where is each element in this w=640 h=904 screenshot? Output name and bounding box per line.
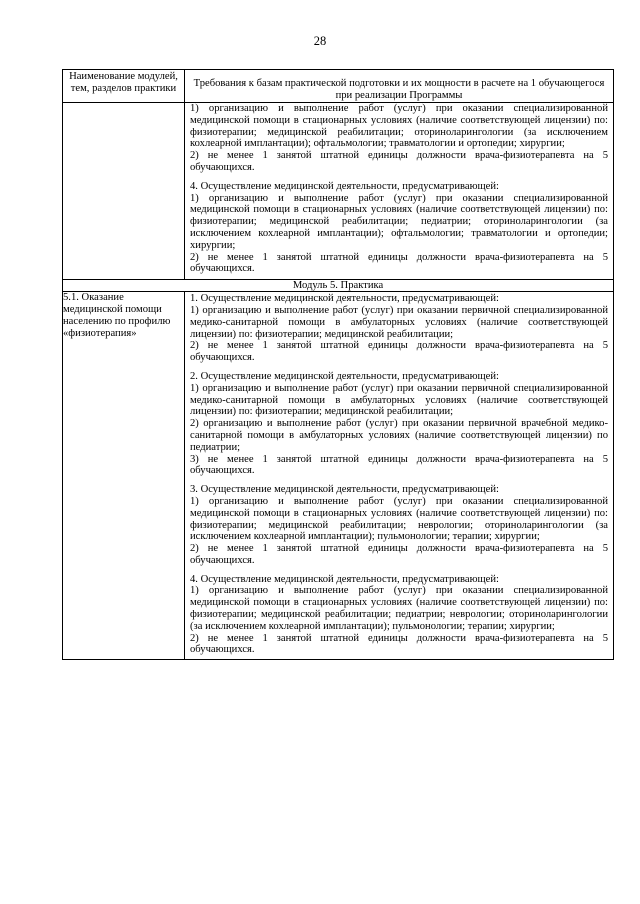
requirement-line: 2) не менее 1 занятой штатной единицы должности врача-физиотерапевта на 5 обучающихся.	[190, 251, 608, 275]
page-number: 28	[313, 34, 327, 48]
requirement-line: 2) организацию и выполнение работ (услуг) при оказании первичной врачебной медико-санитарной помощи в амбулаторных условиях (наличие соответствующей лицензии) по педиатрии;	[190, 418, 608, 453]
requirement-line: 1) организацию и выполнение работ (услуг) при оказании первичной специализированной медико-санитарной помощи в амбулаторных условиях (наличие соответствующей лицензии) по: физиотерапии; медицинской реабилитации;	[190, 304, 608, 340]
continued-row-name-cell	[63, 103, 185, 280]
requirement-line: 4. Осуществление медицинской деятельности, предусматривающей:	[190, 180, 499, 192]
requirement-line: 1) организацию и выполнение работ (услуг) при оказании первичной специализированной медико-санитарной помощи в амбулаторных условиях (наличие соответствующей лицензии) по: физиотерапии; медицинской реабилитации;	[190, 382, 608, 418]
module-row	[63, 292, 614, 660]
requirement-block	[185, 484, 613, 567]
requirement-line: 2. Осуществление медицинской деятельности, предусматривающей:	[190, 370, 499, 382]
requirement-line: 3. Осуществление медицинской деятельности, предусматривающей:	[190, 484, 499, 496]
module-title-row	[63, 280, 614, 292]
continued-row	[63, 103, 614, 280]
header-cell-requirements: Требования к базам практической подготовки и их мощности в расчете на 1 обучающегося при реализации Программы	[185, 70, 614, 103]
requirement-block	[185, 181, 613, 275]
requirement-line: 1) организацию и выполнение работ (услуг) при оказании специализированной медицинской помощи в стационарных условиях (наличие соответствующей лицензии) по: физиотерапии; медицинской реабилитации; оториноларингологии (за исключением кохлеарной имплантации); офтальмологии; травматологии и ортопедии; хирургии;	[190, 103, 608, 150]
requirement-line: 1) организацию и выполнение работ (услуг) при оказании специализированной медицинской помощи в стационарных условиях (наличие соответствующей лицензии) по: физиотерапии; медицинской реабилитации; педиатрии; оториноларингологии (за исключением кохлеарной имплантации); офтальмологии; травматологии и ортопедии; хирургии;	[190, 192, 608, 251]
requirement-line: 1) организацию и выполнение работ (услуг) при оказании специализированной медицинской помощи в стационарных условиях (наличие соответствующей лицензии) по: физиотерапии; медицинской реабилитации; неврологии; оториноларингологии (за исключением кохлеарной имплантации); пульмонологии; терапии; хирургии;	[190, 495, 608, 543]
requirement-line: 1. Осуществление медицинской деятельности, предусматривающей:	[190, 293, 499, 305]
requirement-line: 4. Осуществление медицинской деятельности, предусматривающей:	[190, 573, 499, 585]
module-title: Модуль 5. Практика	[63, 280, 614, 292]
requirement-block	[185, 292, 613, 364]
module-name-cell: 5.1. Оказание медицинской помощи населению по профилю «физиотерапия»	[63, 292, 185, 660]
requirement-block	[185, 574, 613, 657]
requirement-line: 1) организацию и выполнение работ (услуг) при оказании специализированной медицинской помощи в стационарных условиях (наличие соответствующей лицензии) по: физиотерапии; медицинской реабилитации; педиатрии; неврологии; оториноларингологии (за исключением кохлеарной имплантации); пульмонологии; терапии; хирургии;	[190, 585, 608, 632]
requirement-line: 2) не менее 1 занятой штатной единицы должности врача-физиотерапевта на 5 обучающихся.	[190, 340, 608, 364]
requirement-line: 2) не менее 1 занятой штатной единицы должности врача-физиотерапевта на 5 обучающихся.	[190, 150, 608, 173]
requirement-line: 2) не менее 1 занятой штатной единицы должности врача-физиотерапевта на 5 обучающихся.	[190, 543, 608, 566]
requirement-line: 2) не менее 1 занятой штатной единицы должности врача-физиотерапевта на 5 обучающихся.	[190, 632, 608, 656]
header-cell-modules: Наименование модулей, тем, разделов практики	[63, 70, 185, 103]
module-requirements-cell	[185, 292, 614, 660]
requirement-block	[185, 103, 613, 174]
requirement-line: 3) не менее 1 занятой штатной единицы должности врача-физиотерапевта на 5 обучающихся.	[190, 453, 608, 477]
requirement-block	[185, 371, 613, 477]
continued-row-requirements-cell	[185, 103, 614, 280]
table-header-row	[63, 70, 614, 103]
requirements-table	[62, 69, 614, 660]
